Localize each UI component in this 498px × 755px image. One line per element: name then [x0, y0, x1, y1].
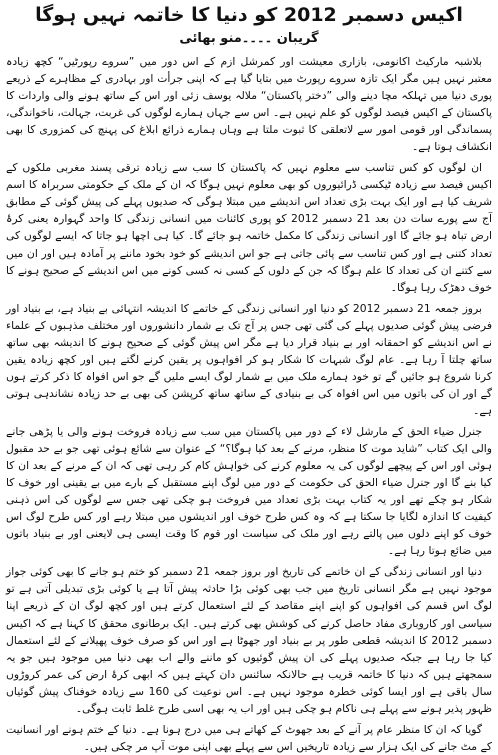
article-paragraph: دنیا اور انسانی زندگی کے ان خاتمے کی تاریخ اور بروز جمعہ 21 دسمبر کو ختم ہو جانے کا بھی کوئی جواز موجود نہیں ہے مگر انسانی تاریخ میں جب بھی کوئی بڑا حادثہ پیش آتا ہے یا کوئی بڑی تبدیلی آتی ہے تو لوگ اس قسم کی افواہوں کو اپنے اپنے مقاصد کے لئے استعمال کرتے ہیں اور کچھ لوگ ان کے ذریعے اپنا سیاسی اور کاروباری مفاد حاصل کرنے کی کوشش بھی کرتے ہیں۔ ایک برطانوی محقق کا کہنا ہے کہ اکیس دسمبر 2012 کا اندیشہ قطعی طور پر بے بنیاد اور جھوٹا ہے اور اس کو صرف خوف پھیلانے کے لئے استعمال کیا جا رہا ہے جبکہ صدیوں پہلے کی ان پیش گوئیوں کو ماننے والے اب بھی دنیا میں موجود ہیں جو یہ سمجھتے ہیں کہ دنیا کا خاتمہ قریب ہے حالانکہ سائنس دان کہتے ہیں کہ ابھی کرۂ ارض کی عمر کروڑوں سال باقی ہے اور ایسا کوئی خطرہ موجود نہیں ہے۔ اس نوعیت کی 160 سے زیادہ خوفناک پیش گوئیاں ظہور پذیر ہونے سے پہلے ہی ناکام ہو چکی ہیں اور اب یہ بھی اسی طرح غلط ثابت ہوگی۔ — [6, 565, 492, 715]
article-paragraph: ان لوگوں کو کس تناسب سے معلوم نہیں کہ پاکستان کا سب سے زیادہ ترقی پسند مغربی ملکوں کے اکیس فیصد سے زیادہ ٹیکسی ڈرائیوروں کو بھی معلوم نہیں ہوگا کہ ان کے ملک کے حکومتی سربراہ کا اسم شریف کیا ہے اور ایک بہت بڑی تعداد اس اندیشے میں مبتلا ہوگی کہ صدیوں پہلے کی پیش گوئی کے مطابق آج سے پورے سات دن بعد 21 دسمبر 2012 کو پوری کائنات میں انسانی زندگی کا واحد گہوارہ یعنی کرۂ ارض تباہ ہو جائے گا اور انسانی زندگی کا مکمل خاتمہ ہو جائے گا۔ کیا ہی اچھا ہو جاتا کہ ایسے لوگوں کی تعداد کتنی ہے اور کس تناسب سے پائی جاتی ہے جو اس اندیشے کو خود بخود ماننے پر آمادہ ہیں اور ان میں سے کتنے ان کی تعداد کا علم ہوگا کہ جن کے دلوں کے کسی نہ کسی کونے میں اس اندیشے کے صحیح ہونے کا خوف دھڑک رہا ہوگا۔ — [6, 161, 492, 294]
article-body — [6, 53, 492, 755]
article-paragraph: بلاشبہ مارکیٹ اکانومی، بازاری معیشت اور کمرشل ازم کے اس دور میں ”سروے رپورٹیں“ کچھ زیادہ معتبر نہیں ہیں مگر ایک تازہ سروے رپورٹ میں بتایا گیا ہے کہ اپنی جرأت اور بہادری کے مظاہرے کے ذریعے پوری دنیا میں تہلکہ مچا دینے والی ”دختر پاکستان“ ملالہ یوسف زئی اور اس کے ساتھ ہونے والی واردات کا پاکستان کے اکیس فیصد لوگوں کو علم نہیں ہے۔ اس سے جہاں ہمارے لوگوں کی غربت، جہالت، ناخواندگی، پسماندگی اور قومی امور سے لاتعلقی کا ثبوت ملتا ہے وہاں ہمارے ذرائع ابلاغ کی پہنچ کی کمزوری کا بھی انکشاف ہوتا ہے۔ — [6, 55, 492, 154]
article-headline: اکیس دسمبر 2012 کو دنیا کا خاتمہ نہیں ہوگا — [35, 4, 463, 26]
article-byline: گریبان ۔۔۔۔منو بھائی — [179, 31, 319, 46]
article-paragraph: بروز جمعہ 21 دسمبر 2012 کو دنیا اور انسانی زندگی کے خاتمے کا اندیشہ انتہائی بے بنیاد ہے، بے بنیاد اور فرضی پیش گوئی صدیوں پہلے کی گئی تھی جس پر آج تک بے شمار دانشوروں اور مختلف مذہبوں کے علماء نے اس اندیشے کو احمقانہ اور بے بنیاد قرار دیا ہے مگر اس پیش گوئی کے صحیح ہونے کا اندیشہ بھی ساتھ ساتھ چلتا آ رہا ہے۔ عام لوگ شبہات کا شکار ہو کر افواہوں پر یقین کرنے لگتے ہیں اور کچھ زیادہ یقین کرنا شروع ہو جائیں گے تو خود ہمارے ملک میں بے شمار لوگ ایسے ملیں گے جو اس افواہ کا ذکر کرتے ہوں گے اور ان کی باتوں میں اس افواہ کی بے بنیادی کے ساتھ ساتھ کرپشن کی بھی بے حد زیادہ نشاندہی ہوتی ہے۔ — [6, 301, 492, 417]
article-paragraph: جنرل ضیاء الحق کے مارشل لاء کے دور میں پاکستان میں سب سے زیادہ فروخت ہونے والی یا پڑھی جانے والی ایک کتاب ”شاید موت کا منظر، مرنے کے بعد کیا ہوگا؟“ کے عنوان سے شائع ہوئی تھی جو بے حد مقبول ہوئی اور اس کے پیچھے لوگوں کی یہ معلوم کرنے کی خواہش کام کر رہی تھی کہ ان کے مرنے کے بعد ان کا کیا بنے گا اور جنرل ضیاء الحق کی حکومت کے دور میں لوگ اپنے مستقبل کے بارے میں بے یقینی اور خوف کا شکار ہو چکے تھے اور یہ کتاب بہت بڑی تعداد میں فروخت ہو چکی تھی جس سے لوگوں کی اس ذہنی کیفیت کا اندازہ لگایا جا سکتا ہے کہ وہ کس طرح خوف اور اندیشوں میں مبتلا رہے اور کس طرح لوگ اس خوف کو اپنے دلوں میں پالتے رہے اور ملک کی سیاست اور قوم کا وقت ایسی ہی لایعنی اور بے بنیاد باتوں میں ضائع ہوتا رہا ہے۔ — [6, 424, 492, 558]
article-paragraph: گویا کہ ان کا منظر عام پر آنے کے بعد جھوٹ کے کھاتے ہی میں درج ہونا ہے۔ دنیا کے ختم ہونے اور انسانیت کے مٹ جانے کی ایک ہزار سے زیادہ تاریخیں اس سے پہلے بھی اپنی موت آپ مر چکی ہیں۔ — [6, 722, 492, 753]
